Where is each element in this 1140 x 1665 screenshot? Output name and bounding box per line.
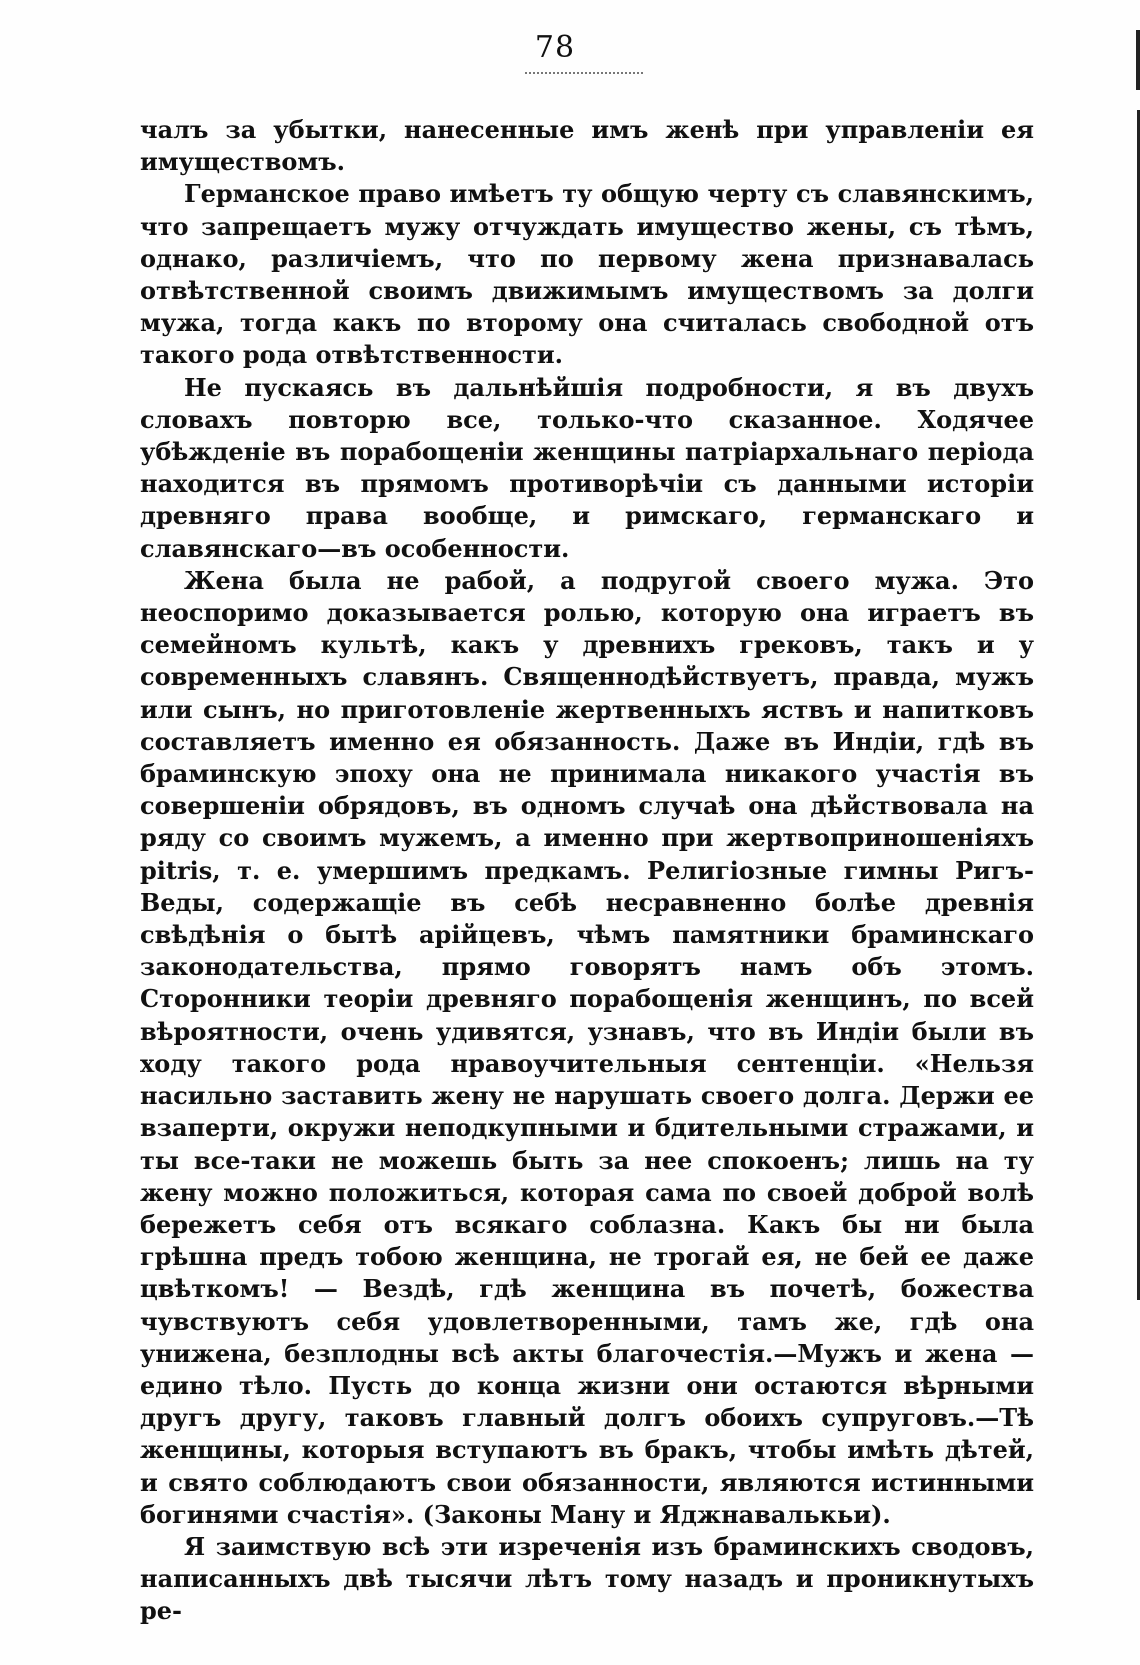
page-number-rule: [525, 72, 643, 74]
paragraph-continuation: чалъ за убытки, нанесенные имъ женѣ при управленіи ея имуществомъ.: [140, 115, 1034, 177]
paragraph-germanic-law: Германское право имѣетъ ту общую черту съ славянскимъ, что запрещаетъ мужу отчуждать имущество жены, съ тѣмъ, однако, различіемъ, что по первому жена признавалась отвѣтственной своимъ движимымъ имуществомъ за долги мужа, тогда какъ по второму она считалась свободной отъ такого рода отвѣтственности.: [140, 179, 1034, 370]
body-text: [140, 114, 1034, 1628]
paragraph-wife-role: Жена была не рабой, а подругой своего мужа. Это неоспоримо доказывается ролью, которую она играетъ въ семейномъ культѣ, какъ у древнихъ грековъ, такъ и у современныхъ славянъ. Священнодѣйствуетъ, правда, мужъ или сынъ, но приготовленіе жертвенныхъ яствъ и напитковъ составляетъ именно ея обязанность. Даже въ Индіи, гдѣ въ браминскую эпоху она не принимала никакого участія въ совершеніи обрядовъ, въ одномъ случаѣ она дѣйствовала на ряду со своимъ мужемъ, а именно при жертвоприношеніяхъ pitris, т. е. умершимъ предкамъ. Религіозные гимны Ригъ-Веды, содержащіе въ себѣ несравненно болѣе древнія свѣдѣнія о бытѣ арійцевъ, чѣмъ памятники браминскаго законодательства, прямо говорятъ намъ объ этомъ. Сторонники теоріи древняго порабощенія женщинъ, по всей вѣроятности, очень удивятся, узнавъ, что въ Индіи были въ ходу такого рода нравоучительныя сентенціи. «Нельзя насильно заставить жену не нарушать своего долга. Держи ее взаперти, окружи неподкупными и бдительными стражами, и ты все-таки не можешь быть за нее спокоенъ; лишь на ту жену можно положиться, которая сама по своей доброй волѣ бережетъ себя отъ всякаго соблазна. Какъ бы ни была грѣшна предъ тобою женщина, не трогай ея, не бей ее даже цвѣткомъ! — Вездѣ, гдѣ женщина въ почетѣ, божества чувствуютъ себя удовлетворенными, тамъ же, гдѣ она унижена, безплодны всѣ акты благочестія.—Мужъ и жена — едино тѣло. Пусть до конца жизни они остаются вѣрными другъ другу, таковъ главный долгъ обоихъ супруговъ.—Тѣ женщины, которыя вступаютъ въ бракъ, чтобы имѣть дѣтей, и свято соблюдаютъ свои обязанности, являются истинными богинями счастія». (Законы Ману и Яджнавалькьи).: [140, 565, 1034, 1529]
paragraph-brahmin-codes: Я заимствую всѣ эти изреченія изъ браминскихъ сводовъ, написанныхъ двѣ тысячи лѣтъ тому назадъ и проникнутыхъ ре-: [140, 1531, 1034, 1626]
page-number: 78: [534, 30, 576, 65]
scan-edge-shadow: [1136, 30, 1140, 90]
paragraph-summary: Не пускаясь въ дальнѣйшія подробности, я въ двухъ словахъ повторю все, только-что сказанное. Ходячее убѣжденіе въ порабощеніи женщины патріархальнаго періода находится въ прямомъ противорѣчіи съ данными исторіи древняго права вообще, и римскаго, германскаго и славянскаго—въ особенности.: [140, 372, 1034, 563]
